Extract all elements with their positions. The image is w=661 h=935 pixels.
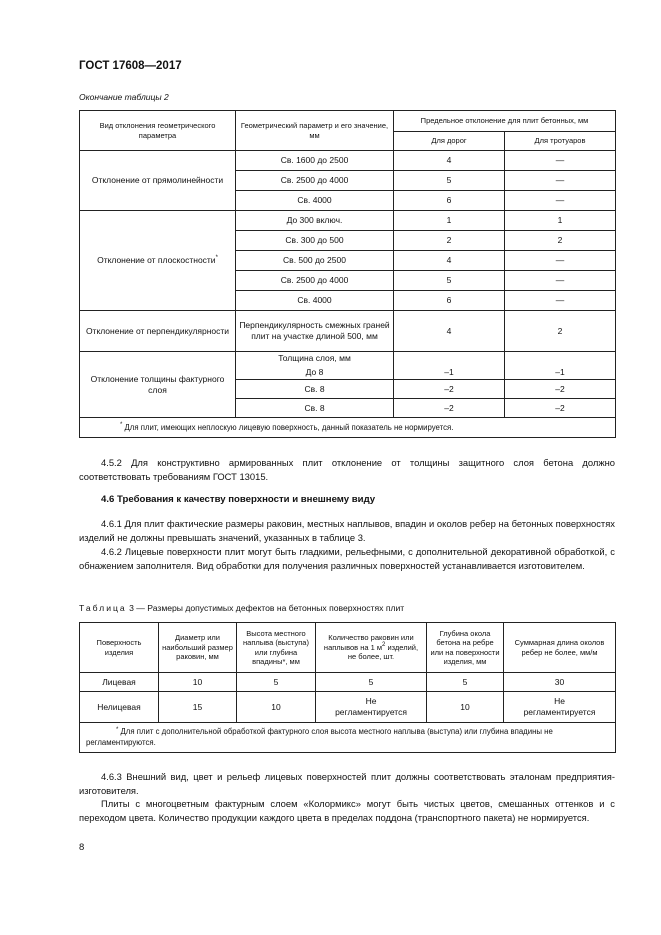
table-cell: — — [505, 171, 616, 191]
table-cell: Толщина слоя, мм — [236, 352, 394, 366]
table2-footnote-text: Для плит, имеющих неплоскую лицевую поверхность, данный показатель не нормируется. — [124, 423, 454, 432]
table-row — [80, 352, 616, 366]
table-cell: 1 — [394, 211, 505, 231]
table3-header-depth: Глубина окола бетона на ребре или на поверхности изделия, мм — [427, 623, 504, 673]
table-cell: –2 — [394, 380, 505, 399]
footnote-mark: * — [120, 422, 123, 428]
table-cell: 5 — [394, 171, 505, 191]
table-cell: 30 — [504, 673, 616, 692]
table3-footnote-text: Для плит с дополнительной обработкой фактурного слоя высота местного наплыва (выступа) или глубина впадины не регламентируются. — [86, 727, 553, 747]
table-cell: До 300 включ. — [236, 211, 394, 231]
table2-footnote — [80, 418, 616, 438]
flatness-label: Отклонение от плоскостности — [97, 255, 216, 265]
table-cell — [394, 352, 505, 366]
table-cell: Св. 500 до 2500 — [236, 251, 394, 271]
table3-header-count — [316, 623, 427, 673]
table-row — [80, 673, 616, 692]
thickness-label: Отклонение толщины фактурного слоя — [80, 352, 236, 418]
table-footnote-row — [80, 418, 616, 438]
flatness-cell — [80, 211, 236, 311]
table-cell: Не регламентируется — [316, 692, 427, 723]
paragraph-4-6-1: 4.6.1 Для плит фактические размеры раковин, местных наплывов, впадин и околов ребер на бетонных поверхностях изделий не должны превышать значений, указанных в таблице 3. — [79, 518, 615, 543]
table-cell: –1 — [505, 366, 616, 380]
table-cell: –2 — [394, 399, 505, 418]
table-cell: Св. 8 — [236, 399, 394, 418]
table-3 — [79, 622, 616, 753]
table-cell: 4 — [394, 311, 505, 352]
table3-caption-label: Таблица — [79, 603, 127, 613]
table3-footnote — [80, 723, 616, 753]
table3-caption-number: 3 — [129, 603, 134, 613]
table2-header-limit: Предельное отклонение для плит бетонных, мм — [394, 111, 616, 132]
table-cell: 6 — [394, 291, 505, 311]
table-cell: — — [505, 251, 616, 271]
table3-header-count-a: Количество раковин или наплывов на 1 м — [323, 633, 414, 652]
table-cell: 1 — [505, 211, 616, 231]
paragraph-4-6-3: 4.6.3 Внешний вид, цвет и рельеф лицевых поверхностей плит должны соответствовать эталонам предприятия-изготовителя. — [79, 771, 615, 796]
table-cell: Нелицевая — [80, 692, 159, 723]
table-row — [80, 211, 616, 231]
table-cell: — — [505, 271, 616, 291]
table3-header-height: Высота местного наплыва (выступа) или глубина впадины*, мм — [237, 623, 316, 673]
table3-header-diameter: Диаметр или наибольший размер раковин, мм — [159, 623, 237, 673]
table-cell — [505, 352, 616, 366]
perpendicularity-label: Отклонение от перпендикулярности — [80, 311, 236, 352]
table-cell: 6 — [394, 191, 505, 211]
table-cell: 4 — [394, 251, 505, 271]
table2-header-roads: Для дорог — [394, 132, 505, 151]
table2-header-deviation-type: Вид отклонения геометрического параметра — [80, 111, 236, 151]
table-cell: — — [505, 191, 616, 211]
table3-header-count-b: изделий, не более, шт. — [347, 642, 419, 662]
table-cell: 4 — [394, 151, 505, 171]
table2-header-parameter: Геометрический параметр и его значение, мм — [236, 111, 394, 151]
table2-caption: Окончание таблицы 2 — [79, 92, 169, 102]
table-cell: Св. 2500 до 4000 — [236, 171, 394, 191]
table-cell: Св. 300 до 500 — [236, 231, 394, 251]
table-cell: Не регламентируется — [504, 692, 616, 723]
table-cell: Перпендикулярность смежных граней плит на участке длиной 500, мм — [236, 311, 394, 352]
table-cell: 10 — [159, 673, 237, 692]
table3-caption-text: — Размеры допустимых дефектов на бетонных поверхностях плит — [136, 603, 405, 613]
table-cell: — — [505, 291, 616, 311]
paragraph-kolormiks: Плиты с многоцветным фактурным слоем «Колормикс» могут быть чистых цветов, смешанных оттенков и с переходом цвета. Количество продукции каждого цвета в пределах поддона (транспортного пакета) не нормируется. — [79, 798, 615, 823]
table-cell: 10 — [427, 692, 504, 723]
straightness-label: Отклонение от прямолинейности — [80, 151, 236, 211]
table-cell: — — [505, 151, 616, 171]
table-cell: Лицевая — [80, 673, 159, 692]
page-number: 8 — [79, 842, 85, 853]
table-cell: Св. 4000 — [236, 191, 394, 211]
table-cell: 2 — [505, 311, 616, 352]
table-cell: 15 — [159, 692, 237, 723]
superscript: 2 — [382, 641, 386, 648]
paragraph-4-6-2: 4.6.2 Лицевые поверхности плит могут быть гладкими, рельефными, с дополнительной декоративной обработкой, с обнажением заполнителя. Вид обработки для получения различных поверхностей устанавливается изготовителем. — [79, 546, 615, 571]
table-cell: 10 — [237, 692, 316, 723]
table-cell: 2 — [394, 231, 505, 251]
table-cell: Св. 1600 до 2500 — [236, 151, 394, 171]
table-footnote-row — [80, 723, 616, 753]
standard-header: ГОСТ 17608—2017 — [79, 60, 182, 72]
paragraph-4-5-2: 4.5.2 Для конструктивно армированных плит отклонение от толщины защитного слоя бетона должно соответствовать требованиям ГОСТ 13015. — [79, 457, 615, 482]
table-cell: Св. 2500 до 4000 — [236, 271, 394, 291]
table-cell: До 8 — [236, 366, 394, 380]
table-cell: 2 — [505, 231, 616, 251]
table-cell: –2 — [505, 380, 616, 399]
table-cell: 5 — [316, 673, 427, 692]
table-2 — [79, 110, 616, 438]
table-row — [80, 692, 616, 723]
table-row — [80, 151, 616, 171]
table-cell: –1 — [394, 366, 505, 380]
table3-header-surface: Поверхность изделия — [80, 623, 159, 673]
section-heading-4-6: 4.6 Требования к качеству поверхности и внешнему виду — [101, 494, 376, 505]
table-cell: 5 — [394, 271, 505, 291]
table-row — [80, 311, 616, 352]
table-cell: –2 — [505, 399, 616, 418]
table-cell: Св. 8 — [236, 380, 394, 399]
table-cell: 5 — [427, 673, 504, 692]
footnote-mark: * — [116, 727, 119, 733]
table3-header-length: Суммарная длина околов ребер не более, мм/м — [504, 623, 616, 673]
table-cell: Св. 4000 — [236, 291, 394, 311]
table3-caption — [79, 603, 404, 613]
table2-header-sidewalks: Для тротуаров — [505, 132, 616, 151]
footnote-mark: * — [215, 255, 218, 261]
table-cell: 5 — [237, 673, 316, 692]
